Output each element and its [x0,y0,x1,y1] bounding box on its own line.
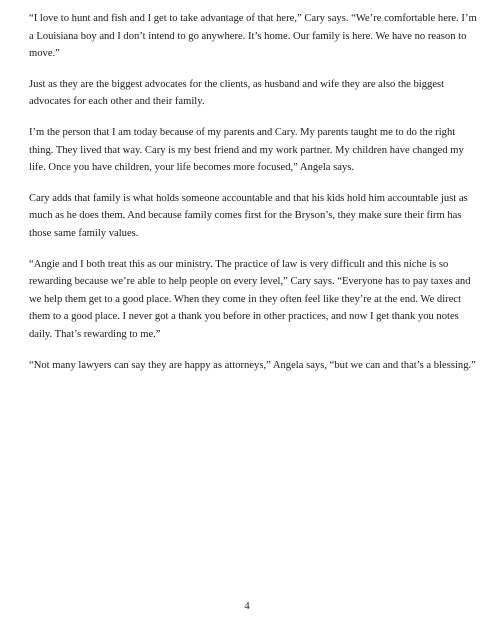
paragraph-family-accountable: Cary adds that family is what holds someone accountable and that his kids hold him accountable just as much as he does them. And because family comes first for the Bryson’s, they make sure their firm has those same family values. [29,192,468,239]
page-number: 4 [244,601,250,612]
paragraph-angela-parents: I’m the person that I am today because of my parents and Cary. My parents taught me to do the right thing. They lived that way. Cary is my best friend and my work partner. My children have changed my life. Once you have children, your life becomes more focused,” Angela says. [29,126,464,174]
paragraph-advocates: Just as they are the biggest advocates for the clients, as husband and wife they are also the biggest advocates for each other and their family. [29,78,445,108]
paragraph-happy-attorneys: “Not many lawyers can say they are happy as attorneys,” Angela says, “but we can and that’s a blessing.” [29,359,476,371]
document-page [29,10,477,387]
paragraph-ministry: “Angie and I both treat this as our ministry. The practice of law is very difficult and this niche is so rewarding because we’re able to help people on every level,” Cary says. “Everyone has to pay taxes and we help them get to a good place. When they come in they often feel like they’re at the end. We direct them to a good place. I never got a thank you before in other practices, and now I get thank you notes daily. That’s rewarding to me.” [29,258,471,340]
paragraph-hunt-and-fish: “I love to hunt and fish and I get to take advantage of that here,” Cary says. “We’re comfortable here. I’m a Louisiana boy and I don’t intend to go anywhere. It’s home. Our family is here. We have no reason to move.” [29,13,477,60]
